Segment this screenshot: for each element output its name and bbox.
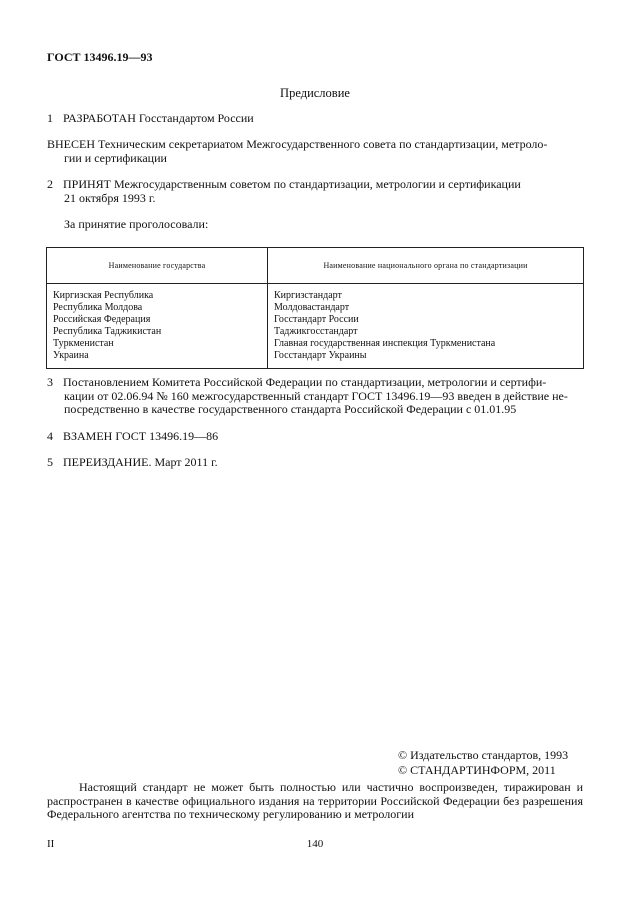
column-header-state: Наименование государства: [47, 248, 268, 284]
bodies-cell: [268, 284, 584, 369]
item-number: 5: [47, 455, 53, 469]
item-3-line-1: Постановлением Комитета Российской Федерации по стандартизации, метрологии и сертифи-: [63, 375, 547, 389]
item-2-line-2: 21 октября 1993 г.: [64, 190, 156, 205]
page-number: 140: [306, 838, 324, 850]
preface-item-3: [47, 376, 583, 417]
introduced-line-1: ВНЕСЕН Техническим секретариатом Межгосударственного совета по стандартизации, метроло-: [47, 137, 548, 151]
item-2-line-1: ПРИНЯТ Межгосударственным советом по стандартизации, метрологии и сертификации: [63, 177, 521, 191]
preface-item-4: [47, 430, 583, 444]
standard-code: ГОСТ 13496.19—93: [47, 50, 153, 64]
introduced-line-2: гии и сертификации: [64, 150, 167, 165]
body-name: Госстандарт России: [274, 314, 359, 325]
item-number: 4: [47, 429, 53, 443]
item-number: 2: [47, 177, 53, 191]
state-name: Украина: [53, 350, 89, 361]
preface-introduced: [47, 138, 583, 165]
table-row: [47, 284, 584, 369]
item-3-line-2: кации от 02.06.94 № 160 межгосударственный стандарт ГОСТ 13496.19—93 введен в действие не-: [64, 388, 568, 403]
states-cell: [47, 284, 268, 369]
state-name: Туркменистан: [53, 338, 114, 349]
body-name: Таджикгосстандарт: [274, 326, 358, 337]
state-name: Российская Федерация: [53, 314, 151, 325]
body-name: Молдовастандарт: [274, 302, 350, 313]
state-name: Республика Молдова: [53, 302, 143, 313]
copyright-line-2: © СТАНДАРТИНФОРМ, 2011: [398, 763, 556, 777]
member-states-table: [46, 247, 584, 369]
item-text: ВЗАМЕН ГОСТ 13496.19—86: [63, 429, 219, 443]
voted-label: За принятие проголосовали:: [64, 217, 209, 231]
column-header-body: Наименование национального органа по стандартизации: [268, 248, 584, 284]
preface-title: Предисловие: [280, 86, 350, 100]
preface-item-5: [47, 456, 583, 470]
page-roman-numeral: II: [47, 838, 55, 850]
reproduction-notice: Настоящий стандарт не может быть полностью или частично воспроизведен, тиражирован и распространен в качестве официального издания на территории Российской Федерации без разрешения Федерального агентства по техническому регулированию и метрологии: [47, 780, 583, 821]
item-text: РАЗРАБОТАН Госстандартом России: [63, 111, 254, 125]
item-text: ПЕРЕИЗДАНИЕ. Март 2011 г.: [63, 455, 218, 469]
body-name: Главная государственная инспекция Туркменистана: [274, 338, 496, 349]
item-number: 3: [47, 375, 53, 389]
state-name: Киргизская Республика: [53, 290, 154, 301]
state-name: Республика Таджикистан: [53, 326, 162, 337]
copyright-line-1: © Издательство стандартов, 1993: [398, 748, 569, 762]
preface-item-2: [47, 178, 583, 205]
body-name: Киргизстандарт: [274, 290, 342, 301]
preface-item-1: [47, 112, 583, 126]
item-number: 1: [47, 111, 53, 125]
item-3-line-3: посредственно в качестве государственного стандарта Российской Федерации с 01.01.95: [64, 402, 517, 416]
body-name: Госстандарт Украины: [274, 350, 367, 361]
table-header-row: [47, 248, 584, 284]
